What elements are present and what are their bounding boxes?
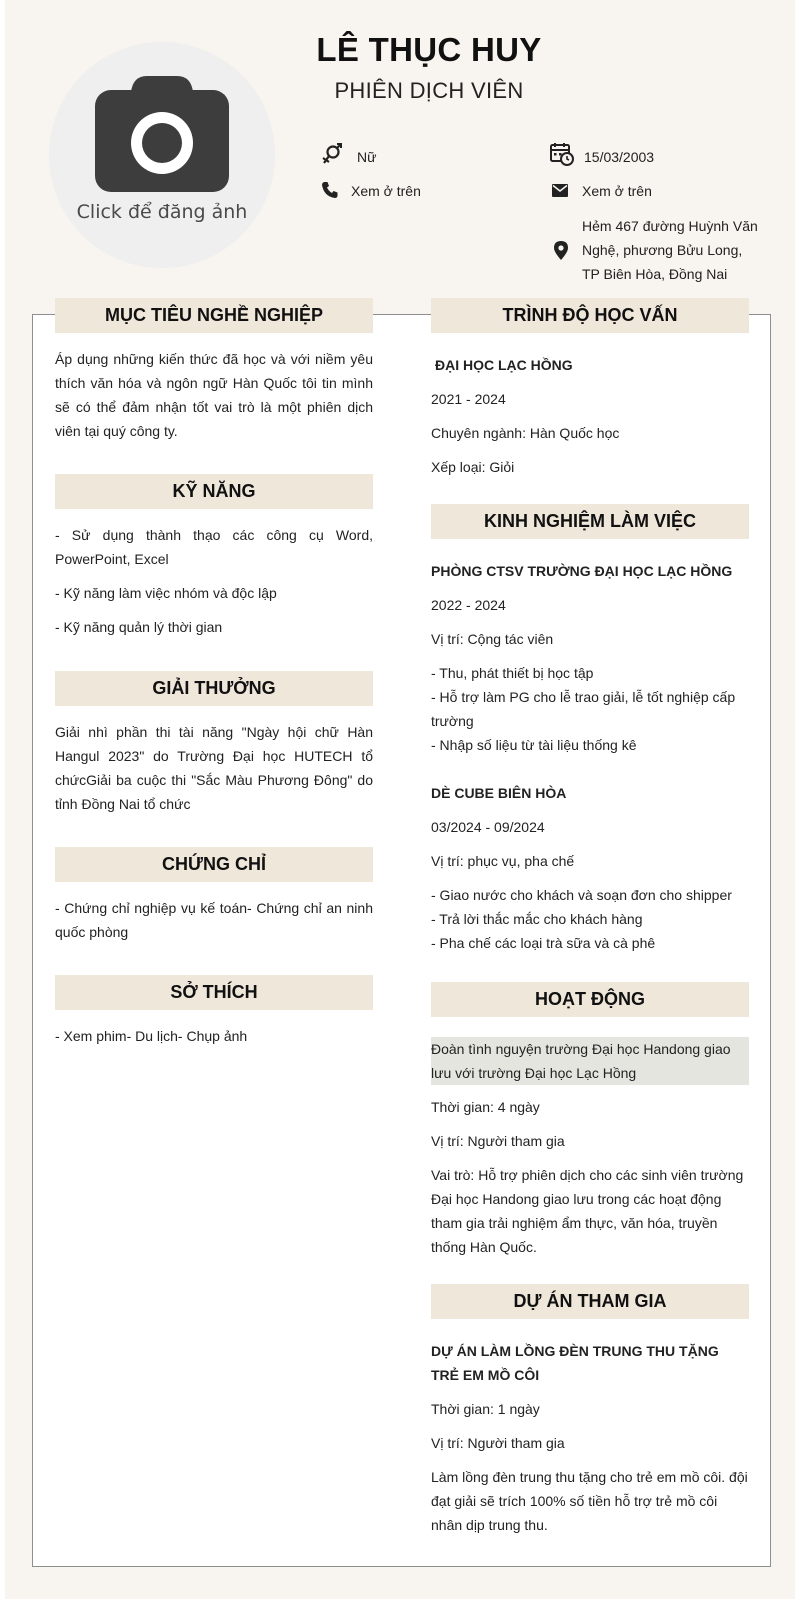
photo-upload-label: Click để đăng ảnh <box>76 201 248 223</box>
objective-text: Áp dụng những kiến thức đã học và với niềm yêu thích văn hóa và ngôn ngữ Hàn Quốc tôi tin mình sẽ có thể đảm nhận tốt vai trò là một phiên dịch viên tại quý công ty. <box>55 351 373 439</box>
school-name: ĐẠI HỌC LẠC HỒNG <box>435 357 573 373</box>
job-position: Vị trí: phục vụ, pha chế <box>431 853 575 869</box>
candidate-name: LÊ THỤC HUY <box>316 31 542 68</box>
cv-page <box>5 0 795 1599</box>
education-section <box>431 298 749 479</box>
hobbies-section <box>55 975 373 1048</box>
project-name: DỰ ÁN LÀM LỒNG ĐÈN TRUNG THU TẶNG TRẺ EM MỒ CÔI <box>431 1343 719 1383</box>
skill-item: - Kỹ năng quản lý thời gian <box>55 619 223 635</box>
activity-role: Vai trò: Hỗ trợ phiên dịch cho các sinh viên trường Đại học Handong giao lưu trong các hoạt động tham gia trải nghiệm ẩm thực, văn hóa, truyền thống Hàn Quốc. <box>431 1167 744 1255</box>
education-period: 2021 - 2024 <box>431 391 506 407</box>
photo-upload[interactable] <box>49 42 275 268</box>
calendar-icon <box>550 142 574 166</box>
skills-section <box>55 474 373 639</box>
hobbies-text: - Xem phim- Du lịch- Chụp ảnh <box>55 1028 248 1044</box>
gender-icon <box>321 143 343 167</box>
objective-heading: MỤC TIÊU NGHỀ NGHIỆP <box>55 298 373 333</box>
job-duties: - Giao nước cho khách và soạn đơn cho shipper - Trả lời thắc mắc cho khách hàng - Pha chế các loại trà sữa và cà phê <box>431 887 732 951</box>
education-heading: TRÌNH ĐỘ HỌC VẤN <box>431 298 749 333</box>
experience-section <box>431 504 749 955</box>
hobbies-heading: SỞ THÍCH <box>55 975 373 1010</box>
phone-value: Xem ở trên <box>351 183 421 199</box>
job-period: 03/2024 - 09/2024 <box>431 819 545 835</box>
experience-heading: KINH NGHIỆM LÀM VIỆC <box>431 504 749 539</box>
skill-item: - Sử dụng thành thạo các công cụ Word, PowerPoint, Excel <box>55 527 373 567</box>
camera-icon <box>95 76 229 194</box>
activities-heading: HOẠT ĐỘNG <box>431 982 749 1017</box>
awards-heading: GIẢI THƯỞNG <box>55 671 373 706</box>
projects-section <box>431 1284 749 1537</box>
project-description: Làm lồng đèn trung thu tặng cho trẻ em mồ côi. đội đạt giải sẽ trích 100% số tiền hỗ trợ trẻ mồ côi nhân dịp trung thu. <box>431 1469 748 1533</box>
activity-duration: Thời gian: 4 ngày <box>431 1099 540 1115</box>
education-grade: Xếp loại: Giỏi <box>431 459 515 475</box>
job-company: PHÒNG CTSV TRƯỜNG ĐẠI HỌC LẠC HỒNG <box>431 563 733 579</box>
project-duration: Thời gian: 1 ngày <box>431 1401 540 1417</box>
awards-section <box>55 671 373 816</box>
education-major: Chuyên ngành: Hàn Quốc học <box>431 425 620 441</box>
job-position: Vị trí: Cộng tác viên <box>431 631 554 647</box>
email-value: Xem ở trên <box>582 183 652 199</box>
objective-section <box>55 298 373 443</box>
certificates-section <box>55 847 373 944</box>
job-duties: - Thu, phát thiết bị học tập - Hỗ trợ làm PG cho lễ trao giải, lễ tốt nghiệp cấp trường - Nhập số liệu từ tài liệu thống kê <box>431 665 736 753</box>
job-period: 2022 - 2024 <box>431 597 506 613</box>
activities-section <box>431 982 749 1259</box>
activity-position: Vị trí: Người tham gia <box>431 1133 565 1149</box>
skill-item: - Kỹ năng làm việc nhóm và độc lập <box>55 585 277 601</box>
activity-name: Đoàn tình nguyện trường Đại học Handong giao lưu với trường Đại học Lạc Hồng <box>431 1037 749 1085</box>
project-position: Vị trí: Người tham gia <box>431 1435 565 1451</box>
gender-value: Nữ <box>357 149 377 165</box>
job-title: PHIÊN DỊCH VIÊN <box>334 78 524 103</box>
certificates-heading: CHỨNG CHỈ <box>55 847 373 882</box>
projects-heading: DỰ ÁN THAM GIA <box>431 1284 749 1319</box>
dob-value: 15/03/2003 <box>584 149 655 165</box>
address-value: Hẻm 467 đường Huỳnh Văn Nghệ, phương Bửu Long, TP Biên Hòa, Đồng Nai <box>582 218 758 282</box>
location-icon <box>554 241 568 260</box>
email-icon <box>552 184 568 197</box>
certificates-text: - Chứng chỉ nghiệp vụ kế toán- Chứng chỉ an ninh quốc phòng <box>55 900 373 940</box>
skills-heading: KỸ NĂNG <box>55 474 373 509</box>
awards-text: Giải nhì phần thi tài năng "Ngày hội chữ Hàn Hangul 2023" do Trường Đại học HUTECH tổ chứcGiải ba cuộc thi "Sắc Màu Phương Đông" do tỉnh Đồng Nai tổ chức <box>55 724 373 812</box>
job-company: DÈ CUBE BIÊN HÒA <box>431 785 567 801</box>
phone-icon <box>321 181 339 199</box>
